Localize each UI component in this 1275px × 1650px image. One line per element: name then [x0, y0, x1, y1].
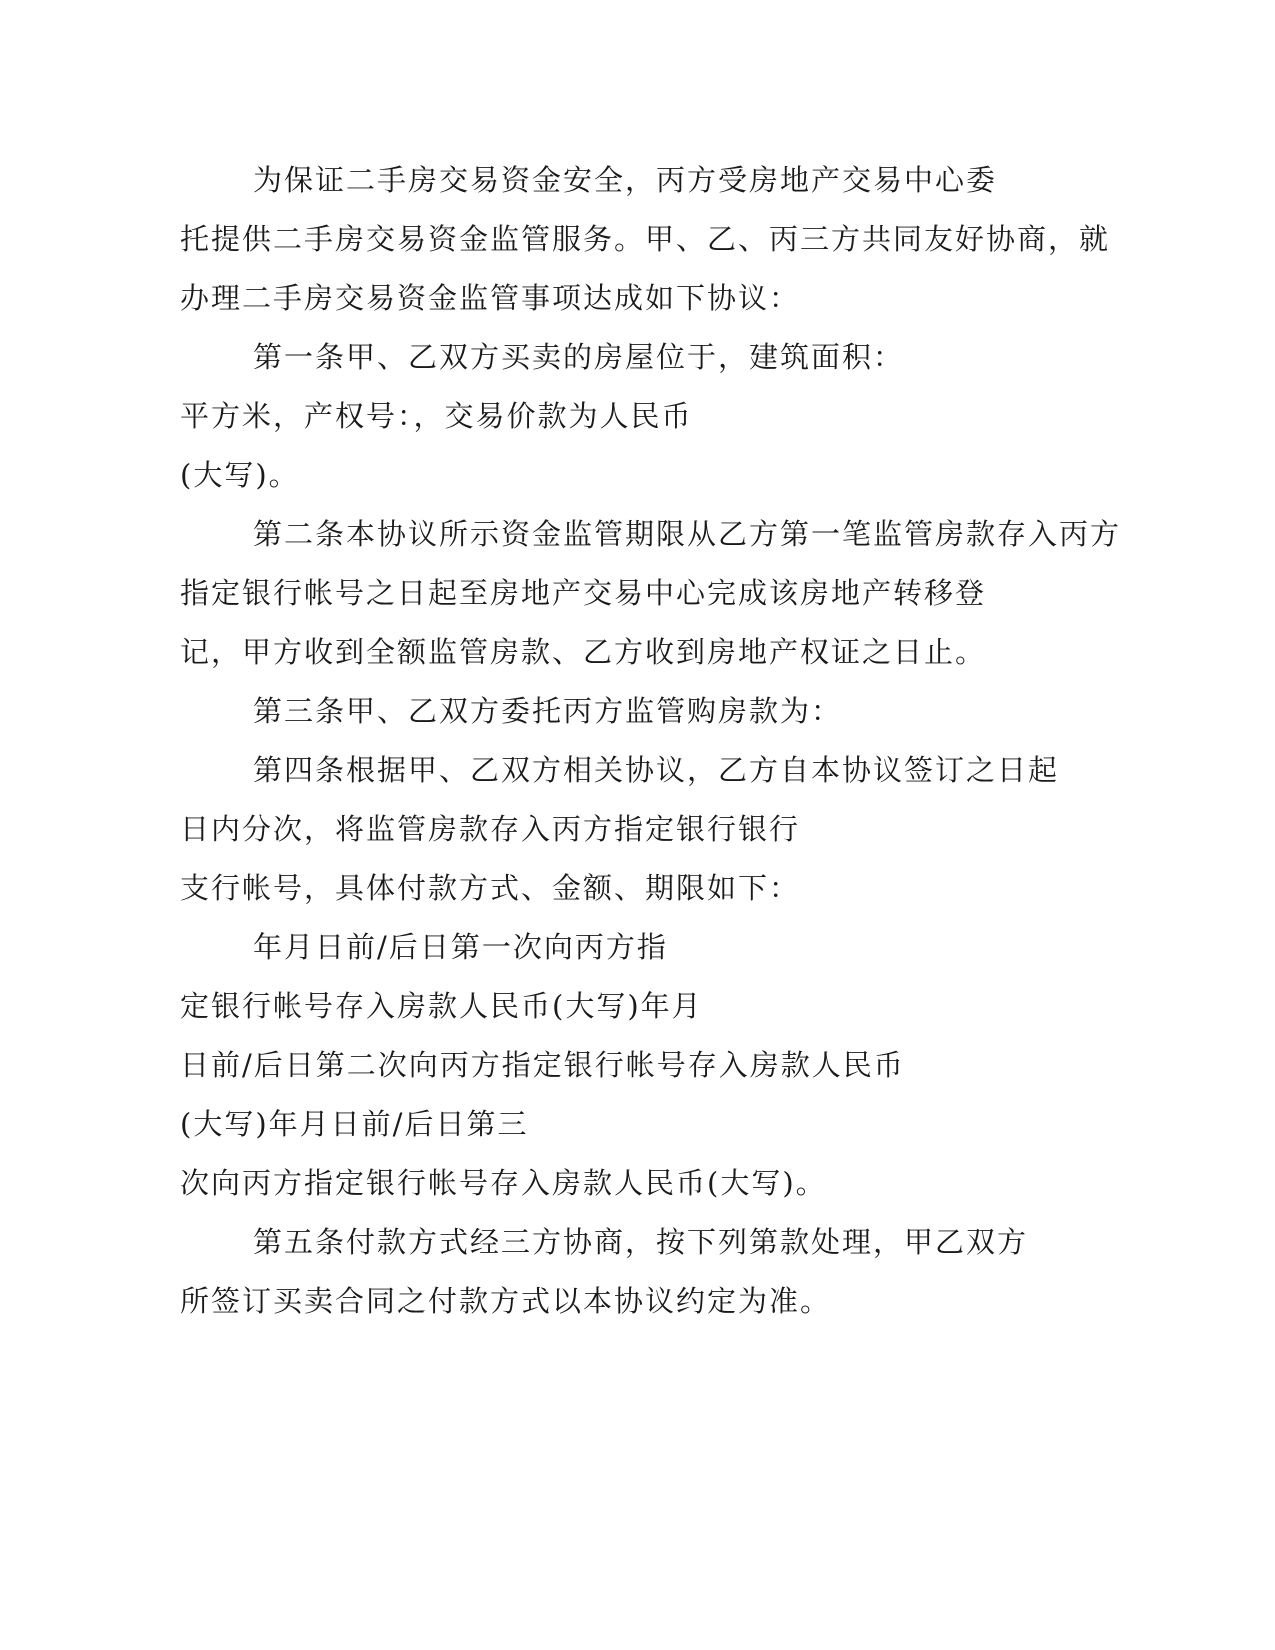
text: 日内分	[180, 812, 274, 846]
text-line	[180, 573, 986, 613]
text-line	[253, 750, 1059, 790]
text: 为保证二手房交易资金安全，丙方受	[253, 163, 750, 197]
text: 房地产交易中心完成该房地产转移登	[490, 576, 987, 610]
text: 月	[284, 930, 316, 964]
text: 第五条付款方式经三方协商，按下列第	[253, 1225, 781, 1259]
text-line	[180, 809, 800, 849]
text: 托提供二手房交易资金监管服务。甲、乙、丙三方共同友好协商，就	[180, 222, 1111, 256]
text: 支行帐号	[180, 871, 305, 905]
text: (大写)。	[180, 458, 300, 492]
text: 指定银行帐号之日起至	[180, 576, 491, 610]
text: 日第一次向丙方指	[419, 930, 668, 964]
text: 款处理，甲乙双方	[780, 1225, 1029, 1259]
text: 第四条根据甲、乙双方相关协议，乙方自本协议签订之日起	[253, 753, 1060, 787]
text-line	[180, 868, 800, 908]
text-line	[180, 1045, 905, 1085]
text-line	[253, 337, 904, 377]
text: 记，甲方收到全额监管房款、乙方收到房地产权证之日止。	[180, 635, 987, 669]
text: 第一条甲、乙双方买卖的房屋位于	[253, 340, 719, 374]
text-line	[180, 1281, 831, 1321]
text: 日前/后	[330, 1107, 436, 1141]
text: 第三条甲、乙双方委托丙方监管购房款为：	[253, 694, 843, 728]
text-line	[180, 455, 300, 495]
text: ，建筑面积：	[718, 340, 905, 374]
text-line	[180, 1163, 827, 1203]
text: 办理二手房交易资金监管事项达成如下协议：	[180, 281, 801, 315]
text: (大写)。	[707, 1166, 827, 1200]
text: 第二条本协议所示资金监管期限从乙方第一笔监管房款存入丙方	[253, 517, 1122, 551]
text: 房地产交易中心委	[749, 163, 998, 197]
text: 日前/后	[180, 1048, 285, 1082]
text: 日第二次向丙方指定银行帐号存入房款人民币	[284, 1048, 905, 1082]
text: 次，将监管房款存入丙方指定银行	[273, 812, 739, 846]
text-line	[180, 1104, 528, 1144]
text-line	[180, 278, 800, 318]
text: 银行	[738, 812, 801, 846]
text: 日第三	[435, 1107, 529, 1141]
text: 所签订买卖合同之付款方式以本协议约定为准。	[180, 1284, 832, 1318]
text-line	[180, 986, 703, 1026]
text: ，具体付款方式、金额、期限如下：	[304, 871, 801, 905]
text-line	[253, 927, 668, 967]
text: 年	[253, 930, 285, 964]
text-line	[253, 160, 997, 200]
text: 日前/后	[315, 930, 420, 964]
text: ，交易价款为人民币	[413, 399, 693, 433]
text: 平方米，产权号：	[180, 399, 414, 433]
text: 月	[671, 989, 703, 1023]
text-line	[253, 1222, 1028, 1262]
text: 年	[268, 1107, 300, 1141]
text-line	[180, 396, 693, 436]
text: 月	[299, 1107, 331, 1141]
text: 定银行帐号存入房款人民币	[180, 989, 553, 1023]
text: (大写)	[552, 989, 641, 1023]
text: (大写)	[180, 1107, 269, 1141]
text-line	[180, 219, 1110, 259]
text: 次向丙方指定银行帐号存入房款人民币	[180, 1166, 708, 1200]
text-line	[180, 632, 986, 672]
text: 年	[640, 989, 672, 1023]
text-line	[253, 514, 1121, 554]
text-line	[253, 691, 842, 731]
